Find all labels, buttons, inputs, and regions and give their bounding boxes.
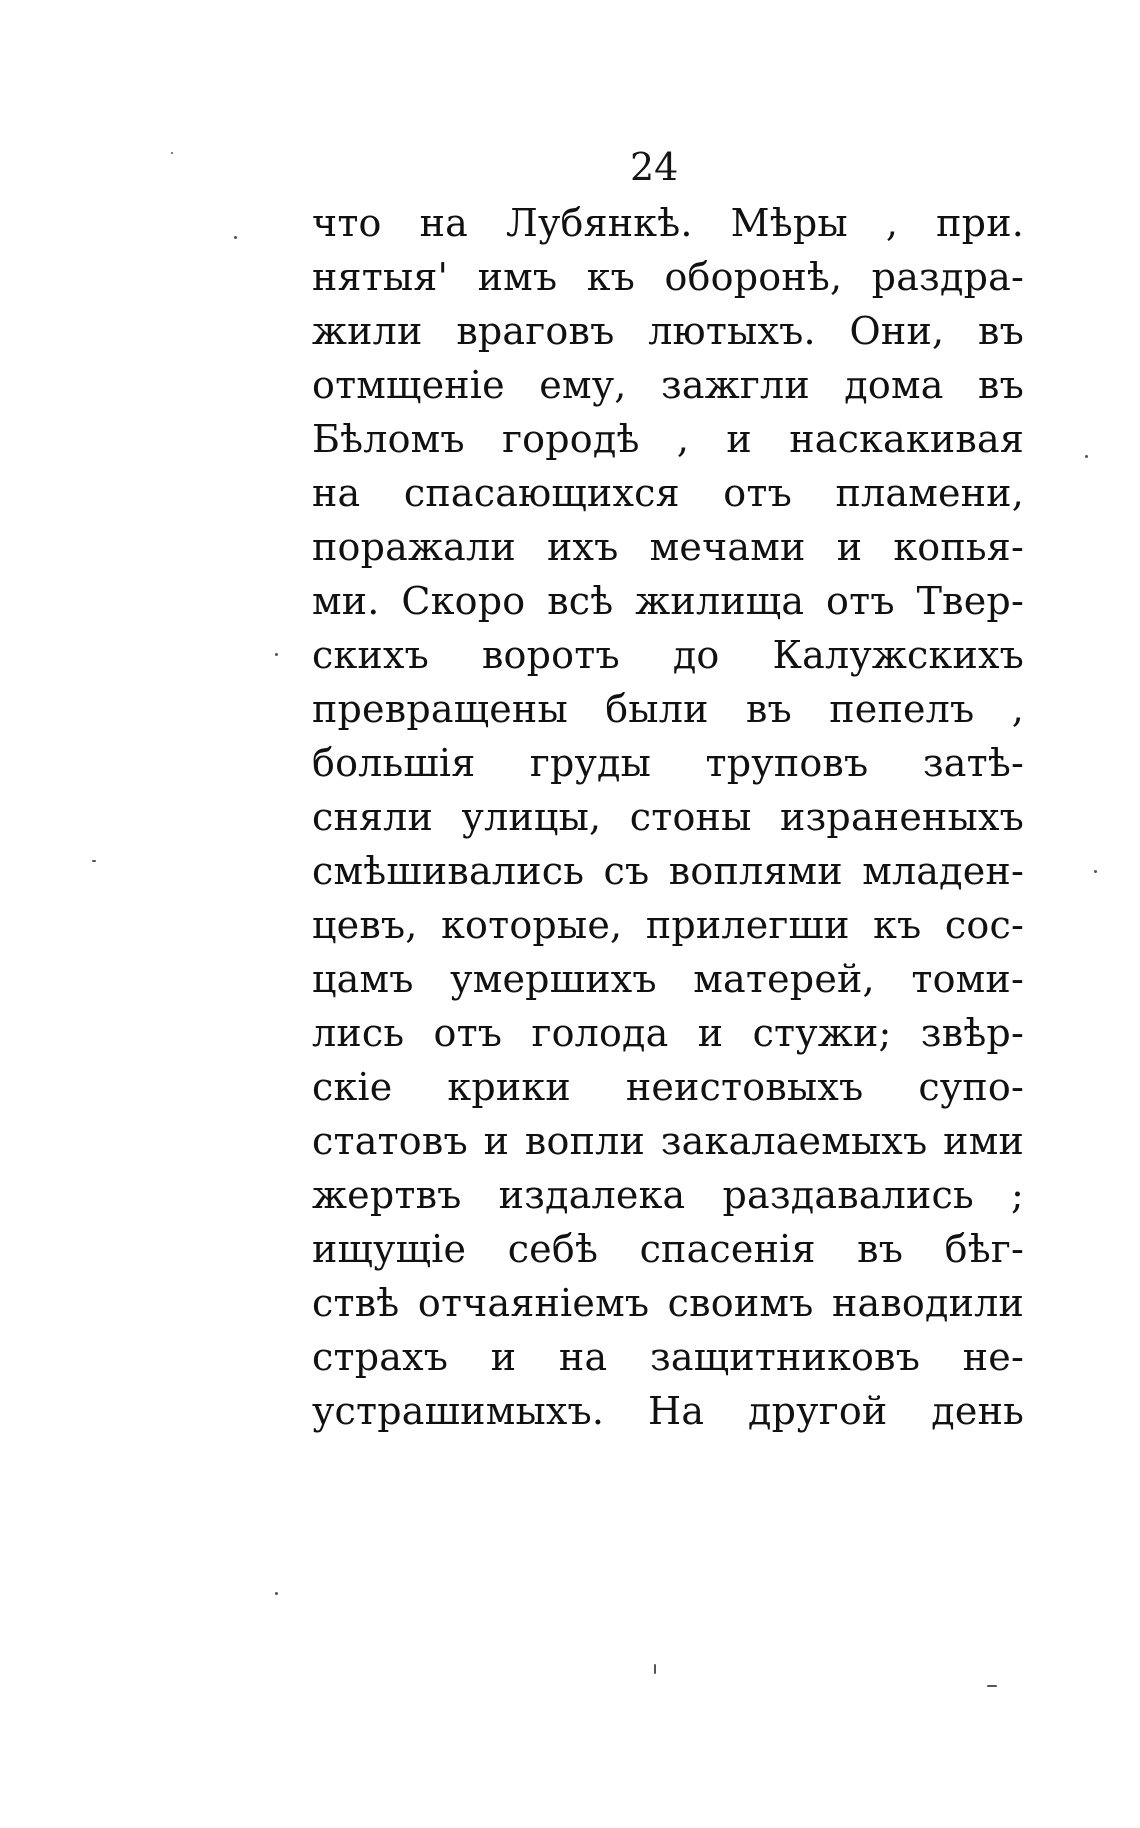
text-line: ищущіе себѣ спасенія въ бѣг- [312,1227,1024,1271]
text-line: нятыя' имъ къ оборонѣ, раздра- [312,255,1024,299]
paper-speck [987,1685,997,1687]
text-line: устрашимыхъ. На другой день [312,1389,1024,1433]
paper-speck [275,1592,278,1595]
text-line: превращены были въ пепелъ , [312,687,1024,731]
paper-speck [92,860,96,862]
text-line: статовъ и вопли закалаемыхъ ими [312,1119,1024,1163]
text-line: что на Лубянкѣ. Мѣры , при. [312,201,1024,245]
text-line: ми. Скоро всѣ жилища отъ Твер- [312,579,1024,623]
paper-speck [234,236,237,239]
paper-speck [171,152,173,154]
text-line: жили враговъ лютыхъ. Они, въ [312,309,1024,353]
text-line: скихъ воротъ до Калужскихъ [312,633,1024,677]
text-line: жертвъ издалека раздавались ; [312,1173,1024,1217]
text-line: ствѣ отчаяніемъ своимъ наводили [312,1281,1024,1325]
text-line: смѣшивались съ воплями младен- [312,849,1024,893]
text-line: сняли улицы, стоны израненыхъ [312,795,1024,839]
text-line: Бѣломъ городѣ , и наскакивая [312,417,1024,461]
paper-speck [275,653,278,656]
paper-speck [654,1664,656,1674]
paper-speck [1085,455,1088,458]
text-line: большія груды труповъ затѣ- [312,741,1024,785]
text-line: цевъ, которые, прилегши къ сос- [312,903,1024,947]
text-line: страхъ и на защитниковъ не- [312,1335,1024,1379]
page-number: 24 [630,145,679,189]
text-line: скіе крики неистовыхъ супо- [312,1065,1024,1109]
text-line: цамъ умершихъ матерей, томи- [312,957,1024,1001]
text-line: на спасающихся отъ пламени, [312,471,1024,515]
paper-speck [1094,870,1097,873]
text-line: лись отъ голода и стужи; звѣр- [312,1011,1024,1055]
text-line: поражали ихъ мечами и копья- [312,525,1024,569]
text-line: отмщеніе ему, зажгли дома въ [312,363,1024,407]
page-text [312,196,1024,1438]
